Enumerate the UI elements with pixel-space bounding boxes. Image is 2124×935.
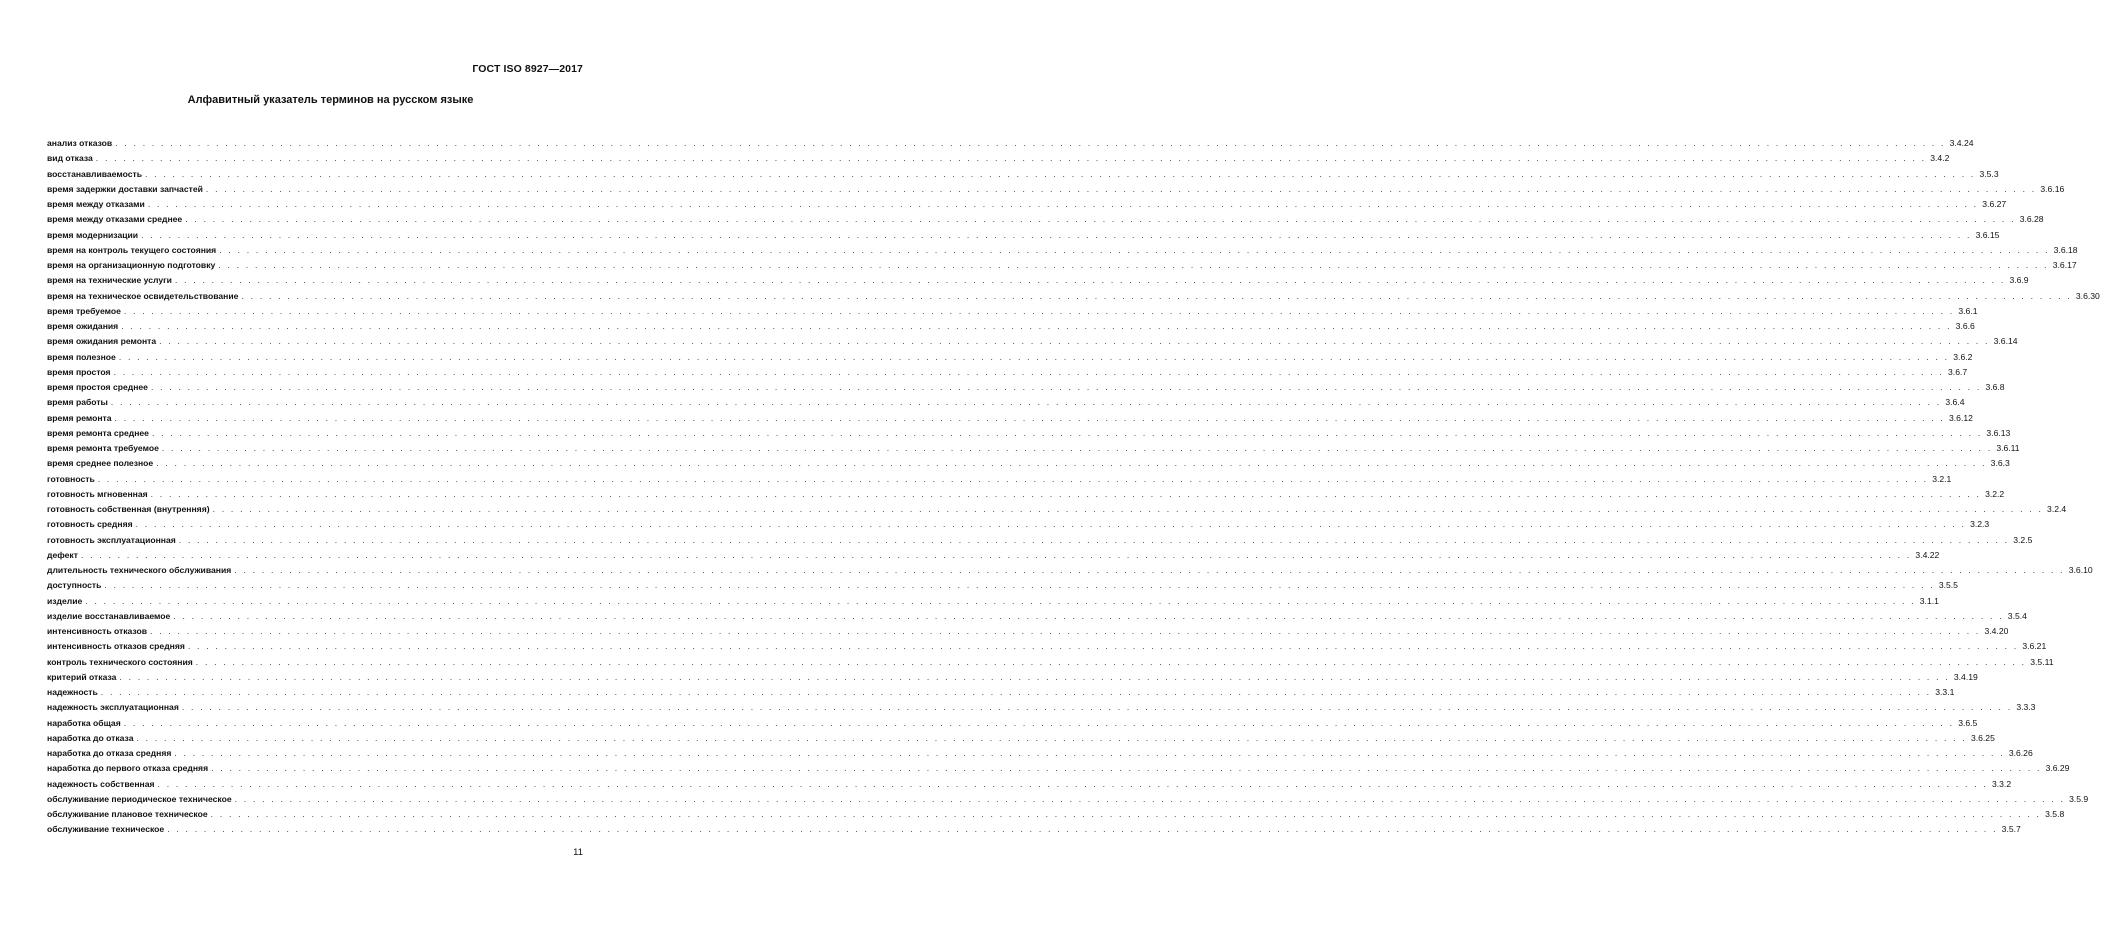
index-entry — [47, 258, 2077, 273]
index-entry-term: готовность — [47, 473, 95, 484]
index-entry-term: время ремонта — [47, 412, 112, 423]
index-entry-term: интенсивность отказов — [47, 626, 148, 636]
index-entry — [47, 487, 2005, 502]
index-entry-reference: 3.5.9 — [2069, 793, 2089, 804]
index-entry-reference: 3.5.7 — [2001, 824, 2021, 835]
index-entry — [47, 411, 1973, 426]
index-entry — [47, 167, 1999, 182]
index-entry-reference: 3.6.1 — [1958, 305, 1978, 316]
index-entry-reference: 3.6.14 — [1993, 336, 2018, 347]
dot-leader: . . . . . . . . . . . . . . . . . . . . . . . . . . . . . . . . . . . . . . . . . . . . . . . . . . . . . . . . . . . . . . . . . . . . . . . . . . . . . . . . . . . . . . . . . . . . . . . . . . . . . . . . . . . . . . . . . . . . . . . . . . . . . . . . . . . . . . . . . . . . . . . . . . . . . . . . . . . . . . . . . . . . . . . . . . . . . . . . . . . . . . . . . . . . . . . . . . . . . . . . — [135, 519, 1967, 530]
index-entry-reference: 3.6.2 — [1953, 351, 1973, 362]
index-entry-term: наработка до первого отказа средняя — [47, 763, 209, 774]
term-index-list — [47, 136, 2100, 838]
index-entry-reference: 3.5.8 — [2045, 809, 2065, 819]
index-entry-term: время ремонта требуемое — [47, 443, 159, 453]
dot-leader: . . . . . . . . . . . . . . . . . . . . . . . . . . . . . . . . . . . . . . . . . . . . . . . . . . . . . . . . . . . . . . . . . . . . . . . . . . . . . . . . . . . . . . . . . . . . . . . . . . . . . . . . . . . . . . . . . . . . . . . . . . . . . . . . . . . . . . . . . . . . . . . . . . . . . . . . . . . . . . . . . . . . . . . . . . . . . . . . . . . . . . . . . . . . . . . . . . . . . . . . — [121, 321, 1952, 331]
dot-leader: . . . . . . . . . . . . . . . . . . . . . . . . . . . . . . . . . . . . . . . . . . . . . . . . . . . . . . . . . . . . . . . . . . . . . . . . . . . . . . . . . . . . . . . . . . . . . . . . . . . . . . . . . . . . . . . . . . . . . . . . . . . . . . . . . . . . . . . . . . . . . . . . . . . . . . . . . . . . . . . . . . . . . . . . . . . . . . . . . . . . . . . . . . . . . . . . . . . . . . . . — [145, 168, 1976, 179]
dot-leader: . . . . . . . . . . . . . . . . . . . . . . . . . . . . . . . . . . . . . . . . . . . . . . . . . . . . . . . . . . . . . . . . . . . . . . . . . . . . . . . . . . . . . . . . . . . . . . . . . . . . . . . . . . . . . . . . . . . . . . . . . . . . . . . . . . . . . . . . . . . . . . . . . . . . . . . . . . . . . . . . . . . . . . . . . . . . . . . . . . . . . . . . . . . . . . . . . . . . . . . . — [110, 397, 1942, 408]
index-entry — [47, 685, 1955, 700]
index-entry-term: обслуживание плановое техническое — [47, 809, 208, 819]
index-entry-reference: 3.6.28 — [2019, 214, 2044, 225]
index-entry-term: готовность средняя — [47, 519, 133, 530]
dot-leader: . . . . . . . . . . . . . . . . . . . . . . . . . . . . . . . . . . . . . . . . . . . . . . . . . . . . . . . . . . . . . . . . . . . . . . . . . . . . . . . . . . . . . . . . . . . . . . . . . . . . . . . . . . . . . . . . . . . . . . . . . . . . . . . . . . . . . . . . . . . . . . . . . . . . . . . . . . . . . . . . . . . . . . . . . . . . . . . . . . . . . . . . . . . . . . . . . . . . . . . . — [123, 305, 1955, 316]
dot-leader: . . . . . . . . . . . . . . . . . . . . . . . . . . . . . . . . . . . . . . . . . . . . . . . . . . . . . . . . . . . . . . . . . . . . . . . . . . . . . . . . . . . . . . . . . . . . . . . . . . . . . . . . . . . . . . . . . . . . . . . . . . . . . . . . . . . . . . . . . . . . . . . . . . . . . . . . . . . . . . . . . . . . . . . . . . . . . . . . . . . . . . . . . . . . . . . . . . . . . . . . — [181, 702, 2013, 713]
index-entry-reference: 3.2.3 — [1970, 519, 1990, 530]
dot-leader: . . . . . . . . . . . . . . . . . . . . . . . . . . . . . . . . . . . . . . . . . . . . . . . . . . . . . . . . . . . . . . . . . . . . . . . . . . . . . . . . . . . . . . . . . . . . . . . . . . . . . . . . . . . . . . . . . . . . . . . . . . . . . . . . . . . . . . . . . . . . . . . . . . . . . . . . . . . . . . . . . . . . . . . . . . . . . . . . . . . . . . . . . . . . . . . . . . . . . . . . — [150, 626, 1981, 636]
dot-leader: . . . . . . . . . . . . . . . . . . . . . . . . . . . . . . . . . . . . . . . . . . . . . . . . . . . . . . . . . . . . . . . . . . . . . . . . . . . . . . . . . . . . . . . . . . . . . . . . . . . . . . . . . . . . . . . . . . . . . . . . . . . . . . . . . . . . . . . . . . . . . . . . . . . . . . . . . . . . . . . . . . . . . . . . . . . . . . . . . . . . . . . . . . . . . . . . . . . . . . . . — [150, 382, 1982, 392]
index-entry-term: готовность мгновенная — [47, 488, 148, 499]
dot-leader: . . . . . . . . . . . . . . . . . . . . . . . . . . . . . . . . . . . . . . . . . . . . . . . . . . . . . . . . . . . . . . . . . . . . . . . . . . . . . . . . . . . . . . . . . . . . . . . . . . . . . . . . . . . . . . . . . . . . . . . . . . . . . . . . . . . . . . . . . . . . . . . . . . . . . . . . . . . . . . . . . . . . . . . . . . . . . . . . . . . . . . . . . . . . . . . . . . . . . . . . — [119, 671, 1950, 682]
index-entry-term: дефект — [47, 549, 78, 560]
index-entry-term: время требуемое — [47, 305, 121, 316]
index-entry — [47, 731, 1995, 746]
dot-leader: . . . . . . . . . . . . . . . . . . . . . . . . . . . . . . . . . . . . . . . . . . . . . . . . . . . . . . . . . . . . . . . . . . . . . . . . . . . . . . . . . . . . . . . . . . . . . . . . . . . . . . . . . . . . . . . . . . . . . . . . . . . . . . . . . . . . . . . . . . . . . . . . . . . . . . . . . . . . . . . . . . . . . . . . . . . . . . . . . . . . . . . . . . . . . . . . . . . . . . . . — [100, 687, 1932, 697]
dot-leader: . . . . . . . . . . . . . . . . . . . . . . . . . . . . . . . . . . . . . . . . . . . . . . . . . . . . . . . . . . . . . . . . . . . . . . . . . . . . . . . . . . . . . . . . . . . . . . . . . . . . . . . . . . . . . . . . . . . . . . . . . . . . . . . . . . . . . . . . . . . . . . . . . . . . . . . . . . . . . . . . . . . . . . . . . . . . . . . . . . . . . . . . . . . . . . . . . . . . . . . . — [174, 748, 2005, 758]
index-entry-term: наработка до отказа средняя — [47, 748, 172, 758]
dot-leader: . . . . . . . . . . . . . . . . . . . . . . . . . . . . . . . . . . . . . . . . . . . . . . . . . . . . . . . . . . . . . . . . . . . . . . . . . . . . . . . . . . . . . . . . . . . . . . . . . . . . . . . . . . . . . . . . . . . . . . . . . . . . . . . . . . . . . . . . . . . . . . . . . . . . . . . . . . . . . . . . . . . . . . . . . . . . . . . . . . . . . . . . . . . . . . . . . . . . . . . . — [218, 260, 2049, 270]
dot-leader: . . . . . . . . . . . . . . . . . . . . . . . . . . . . . . . . . . . . . . . . . . . . . . . . . . . . . . . . . . . . . . . . . . . . . . . . . . . . . . . . . . . . . . . . . . . . . . . . . . . . . . . . . . . . . . . . . . . . . . . . . . . . . . . . . . . . . . . . . . . . . . . . . . . . . . . . . . . . . . . . . . . . . . . . . . . . . . . . . . . . . . . . . . . . . . . . . . . . . . . . — [173, 610, 2004, 621]
dot-leader: . . . . . . . . . . . . . . . . . . . . . . . . . . . . . . . . . . . . . . . . . . . . . . . . . . . . . . . . . . . . . . . . . . . . . . . . . . . . . . . . . . . . . . . . . . . . . . . . . . . . . . . . . . . . . . . . . . . . . . . . . . . . . . . . . . . . . . . . . . . . . . . . . . . . . . . . . . . . . . . . . . . . . . . . . . . . . . . . . . . . . . . . . . . . . . . . . . . . . . . . — [205, 183, 2037, 194]
index-entry-term: время среднее полезное — [47, 458, 154, 469]
index-entry-reference: 3.2.2 — [1985, 488, 2005, 499]
index-entry — [47, 822, 2021, 837]
index-entry — [47, 761, 2070, 776]
dot-leader: . . . . . . . . . . . . . . . . . . . . . . . . . . . . . . . . . . . . . . . . . . . . . . . . . . . . . . . . . . . . . . . . . . . . . . . . . . . . . . . . . . . . . . . . . . . . . . . . . . . . . . . . . . . . . . . . . . . . . . . . . . . . . . . . . . . . . . . . . . . . . . . . . . . . . . . . . . . . . . . . . . . . . . . . . . . . . . . . . . . . . . . . . . . . . . . . . . . . . . . . — [113, 366, 1945, 377]
dot-leader: . . . . . . . . . . . . . . . . . . . . . . . . . . . . . . . . . . . . . . . . . . . . . . . . . . . . . . . . . . . . . . . . . . . . . . . . . . . . . . . . . . . . . . . . . . . . . . . . . . . . . . . . . . . . . . . . . . . . . . . . . . . . . . . . . . . . . . . . . . . . . . . . . . . . . . . . . . . . . . . . . . . . . . . . . . . . . . . . . . . . . . . . . . . . . . . . . . . . . . . . — [114, 412, 1946, 423]
index-entry-term: время простоя среднее — [47, 382, 148, 392]
dot-leader: . . . . . . . . . . . . . . . . . . . . . . . . . . . . . . . . . . . . . . . . . . . . . . . . . . . . . . . . . . . . . . . . . . . . . . . . . . . . . . . . . . . . . . . . . . . . . . . . . . . . . . . . . . . . . . . . . . . . . . . . . . . . . . . . . . . . . . . . . . . . . . . . . . . . . . . . . . . . . . . . . . . . . . . . . . . . . . . . . . . . . . . . . . . . . . . . . . . . . . . . — [85, 595, 1916, 606]
index-entry — [47, 655, 2054, 670]
index-entry-reference: 3.4.19 — [1953, 671, 1978, 682]
index-entry-term: время работы — [47, 397, 108, 408]
index-entry-reference: 3.6.16 — [2040, 183, 2065, 194]
index-entry-reference: 3.6.17 — [2052, 260, 2077, 270]
index-entry-term: длительность технического обслуживания — [47, 565, 232, 575]
index-entry-reference: 3.6.25 — [1970, 732, 1995, 743]
index-entry — [47, 304, 1978, 319]
index-entry — [47, 456, 2010, 471]
index-entry-term: изделие — [47, 595, 83, 606]
dot-leader: . . . . . . . . . . . . . . . . . . . . . . . . . . . . . . . . . . . . . . . . . . . . . . . . . . . . . . . . . . . . . . . . . . . . . . . . . . . . . . . . . . . . . . . . . . . . . . . . . . . . . . . . . . . . . . . . . . . . . . . . . . . . . . . . . . . . . . . . . . . . . . . . . . . . . . . . . . . . . . . . . . . . . . . . . . . . . . . . . . . . . . . . . . . . . . . . . . . . . . . . — [219, 244, 2050, 255]
dot-leader: . . . . . . . . . . . . . . . . . . . . . . . . . . . . . . . . . . . . . . . . . . . . . . . . . . . . . . . . . . . . . . . . . . . . . . . . . . . . . . . . . . . . . . . . . . . . . . . . . . . . . . . . . . . . . . . . . . . . . . . . . . . . . . . . . . . . . . . . . . . . . . . . . . . . . . . . . . . . . . . . . . . . . . . . . . . . . . . . . . . . . . . . . . . . . . . . . . . . . . . . — [210, 809, 2042, 819]
index-entry-reference: 3.6.18 — [2053, 244, 2078, 255]
dot-leader: . . . . . . . . . . . . . . . . . . . . . . . . . . . . . . . . . . . . . . . . . . . . . . . . . . . . . . . . . . . . . . . . . . . . . . . . . . . . . . . . . . . . . . . . . . . . . . . . . . . . . . . . . . . . . . . . . . . . . . . . . . . . . . . . . . . . . . . . . . . . . . . . . . . . . . . . . . . . . . . . . . . . . . . . . . . . . . . . . . . . . . . . . . . . . . . . . . . . . . . . — [195, 656, 2027, 667]
index-entry-reference: 3.4.24 — [1949, 138, 1974, 148]
index-entry — [47, 807, 2065, 822]
index-entry-reference: 3.6.12 — [1949, 412, 1973, 423]
index-entry — [47, 578, 1958, 593]
dot-leader: . . . . . . . . . . . . . . . . . . . . . . . . . . . . . . . . . . . . . . . . . . . . . . . . . . . . . . . . . . . . . . . . . . . . . . . . . . . . . . . . . . . . . . . . . . . . . . . . . . . . . . . . . . . . . . . . . . . . . . . . . . . . . . . . . . . . . . . . . . . . . . . . . . . . . . . . . . . . . . . . . . . . . . . . . . . . . . . . . . . . . . . . . . . . . . . . . . . . . . . . — [178, 534, 2010, 545]
index-entry-reference: 3.4.20 — [1984, 626, 2009, 636]
index-entry-term: время модернизации — [47, 229, 139, 240]
dot-leader: . . . . . . . . . . . . . . . . . . . . . . . . . . . . . . . . . . . . . . . . . . . . . . . . . . . . . . . . . . . . . . . . . . . . . . . . . . . . . . . . . . . . . . . . . . . . . . . . . . . . . . . . . . . . . . . . . . . . . . . . . . . . . . . . . . . . . . . . . . . . . . . . . . . . . . . . . . . . . . . . . . . . . . . . . . . . . . . . . . . . . . . . . . . . . . . . . . . . . . . . — [159, 336, 1990, 347]
index-entry-term: контроль технического состояния — [47, 656, 193, 667]
index-entry-reference: 3.6.3 — [1990, 458, 2010, 469]
index-entry-term: обслуживание периодическое техническое — [47, 793, 232, 804]
index-entry — [47, 319, 1975, 334]
index-entry-term: восстанавливаемость — [47, 168, 143, 179]
index-entry-term: время между отказами среднее — [47, 214, 183, 225]
index-entry — [47, 777, 2012, 792]
index-entry-term: готовность эксплуатационная — [47, 534, 176, 545]
index-entry-term: интенсивность отказов средняя — [47, 641, 185, 652]
index-entry — [47, 136, 1974, 151]
dot-leader: . . . . . . . . . . . . . . . . . . . . . . . . . . . . . . . . . . . . . . . . . . . . . . . . . . . . . . . . . . . . . . . . . . . . . . . . . . . . . . . . . . . . . . . . . . . . . . . . . . . . . . . . . . . . . . . . . . . . . . . . . . . . . . . . . . . . . . . . . . . . . . . . . . . . . . . . . . . . . . . . . . . . . . . . . . . . . . . . . . . . . . . . . . . . . . . . . . . . . . . . — [104, 580, 1935, 591]
index-entry-reference: 3.2.4 — [2047, 504, 2067, 514]
index-entry — [47, 182, 2065, 197]
dot-leader: . . . . . . . . . . . . . . . . . . . . . . . . . . . . . . . . . . . . . . . . . . . . . . . . . . . . . . . . . . . . . . . . . . . . . . . . . . . . . . . . . . . . . . . . . . . . . . . . . . . . . . . . . . . . . . . . . . . . . . . . . . . . . . . . . . . . . . . . . . . . . . . . . . . . . . . . . . . . . . . . . . . . . . . . . . . . . . . . . . . . . . . . . . . . . . . . . . . . . . . . — [157, 778, 1988, 789]
dot-leader: . . . . . . . . . . . . . . . . . . . . . . . . . . . . . . . . . . . . . . . . . . . . . . . . . . . . . . . . . . . . . . . . . . . . . . . . . . . . . . . . . . . . . . . . . . . . . . . . . . . . . . . . . . . . . . . . . . . . . . . . . . . . . . . . . . . . . . . . . . . . . . . . . . . . . . . . . . . . . . . . . . . . . . . . . . . . . . . . . . . . . . . . . . . . . . . . . . . . . . . . — [234, 793, 2066, 804]
index-entry — [47, 624, 2009, 639]
index-entry-term: время простоя — [47, 366, 111, 377]
index-entry-reference: 3.5.4 — [2007, 610, 2027, 621]
dot-leader: . . . . . . . . . . . . . . . . . . . . . . . . . . . . . . . . . . . . . . . . . . . . . . . . . . . . . . . . . . . . . . . . . . . . . . . . . . . . . . . . . . . . . . . . . . . . . . . . . . . . . . . . . . . . . . . . . . . . . . . . . . . . . . . . . . . . . . . . . . . . . . . . . . . . . . . . . . . . . . . . . . . . . . . . . . . . . . . . . . . . . . . . . . . . . . . . . . . . . . . . — [234, 565, 2065, 575]
dot-leader: . . . . . . . . . . . . . . . . . . . . . . . . . . . . . . . . . . . . . . . . . . . . . . . . . . . . . . . . . . . . . . . . . . . . . . . . . . . . . . . . . . . . . . . . . . . . . . . . . . . . . . . . . . . . . . . . . . . . . . . . . . . . . . . . . . . . . . . . . . . . . . . . . . . . . . . . . . . . . . . . . . . . . . . . . . . . . . . . . . . . . . . . . . . . . . . . . . . . . . . . — [80, 549, 1912, 560]
index-entry-term: время на технические услуги — [47, 275, 172, 286]
index-entry — [47, 212, 2044, 227]
page-number: 11 — [573, 847, 583, 858]
index-entry-reference: 3.6.5 — [1958, 717, 1978, 728]
index-entry-reference: 3.3.3 — [2016, 702, 2036, 713]
index-entry-term: обслуживание техническое — [47, 824, 165, 835]
index-entry-reference: 3.6.21 — [2022, 641, 2047, 652]
dot-leader: . . . . . . . . . . . . . . . . . . . . . . . . . . . . . . . . . . . . . . . . . . . . . . . . . . . . . . . . . . . . . . . . . . . . . . . . . . . . . . . . . . . . . . . . . . . . . . . . . . . . . . . . . . . . . . . . . . . . . . . . . . . . . . . . . . . . . . . . . . . . . . . . . . . . . . . . . . . . . . . . . . . . . . . . . . . . . . . . . . . . . . . . . . . . . . . . . . . . . . . . — [150, 488, 1982, 499]
index-entry-reference: 3.6.29 — [2045, 763, 2070, 774]
index-entry-reference: 3.6.30 — [2075, 290, 2100, 301]
dot-leader: . . . . . . . . . . . . . . . . . . . . . . . . . . . . . . . . . . . . . . . . . . . . . . . . . . . . . . . . . . . . . . . . . . . . . . . . . . . . . . . . . . . . . . . . . . . . . . . . . . . . . . . . . . . . . . . . . . . . . . . . . . . . . . . . . . . . . . . . . . . . . . . . . . . . . . . . . . . . . . . . . . . . . . . . . . . . . . . . . . . . . . . . . . . . . . . . . . . . . . . . — [123, 717, 1955, 728]
index-entry-term: время на организационную подготовку — [47, 260, 216, 270]
document-code: ГОСТ ISO 8927—2017 — [472, 63, 583, 75]
index-entry — [47, 792, 2089, 807]
index-entry — [47, 350, 1973, 365]
dot-leader: . . . . . . . . . . . . . . . . . . . . . . . . . . . . . . . . . . . . . . . . . . . . . . . . . . . . . . . . . . . . . . . . . . . . . . . . . . . . . . . . . . . . . . . . . . . . . . . . . . . . . . . . . . . . . . . . . . . . . . . . . . . . . . . . . . . . . . . . . . . . . . . . . . . . . . . . . . . . . . . . . . . . . . . . . . . . . . . . . . . . . . . . . . . . . . . . . . . . . . . . — [187, 641, 2019, 652]
dot-leader: . . . . . . . . . . . . . . . . . . . . . . . . . . . . . . . . . . . . . . . . . . . . . . . . . . . . . . . . . . . . . . . . . . . . . . . . . . . . . . . . . . . . . . . . . . . . . . . . . . . . . . . . . . . . . . . . . . . . . . . . . . . . . . . . . . . . . . . . . . . . . . . . . . . . . . . . . . . . . . . . . . . . . . . . . . . . . . . . . . . . . . . . . . . . . . . . . . . . . . . . — [141, 229, 1972, 240]
dot-leader: . . . . . . . . . . . . . . . . . . . . . . . . . . . . . . . . . . . . . . . . . . . . . . . . . . . . . . . . . . . . . . . . . . . . . . . . . . . . . . . . . . . . . . . . . . . . . . . . . . . . . . . . . . . . . . . . . . . . . . . . . . . . . . . . . . . . . . . . . . . . . . . . . . . . . . . . . . . . . . . . . . . . . . . . . . . . . . . . . . . . . . . . . . . . . . . . . . . . . . . . — [156, 458, 1987, 469]
dot-leader: . . . . . . . . . . . . . . . . . . . . . . . . . . . . . . . . . . . . . . . . . . . . . . . . . . . . . . . . . . . . . . . . . . . . . . . . . . . . . . . . . . . . . . . . . . . . . . . . . . . . . . . . . . . . . . . . . . . . . . . . . . . . . . . . . . . . . . . . . . . . . . . . . . . . . . . . . . . . . . . . . . . . . . . . . . . . . . . . . . . . . . . . . . . . . . . . . . . . . . . . — [118, 351, 1950, 362]
dot-leader: . . . . . . . . . . . . . . . . . . . . . . . . . . . . . . . . . . . . . . . . . . . . . . . . . . . . . . . . . . . . . . . . . . . . . . . . . . . . . . . . . . . . . . . . . . . . . . . . . . . . . . . . . . . . . . . . . . . . . . . . . . . . . . . . . . . . . . . . . . . . . . . . . . . . . . . . . . . . . . . . . . . . . . . . . . . . . . . . . . . . . . . . . . . . . . . . . . . . . . . . — [115, 138, 1946, 148]
index-entry-reference: 3.2.1 — [1932, 473, 1952, 484]
dot-leader: . . . . . . . . . . . . . . . . . . . . . . . . . . . . . . . . . . . . . . . . . . . . . . . . . . . . . . . . . . . . . . . . . . . . . . . . . . . . . . . . . . . . . . . . . . . . . . . . . . . . . . . . . . . . . . . . . . . . . . . . . . . . . . . . . . . . . . . . . . . . . . . . . . . . . . . . . . . . . . . . . . . . . . . . . . . . . . . . . . . . . . . . . . . . . . . . . . . . . . . . — [167, 824, 1998, 835]
index-entry-reference: 3.3.2 — [1991, 778, 2012, 789]
index-entry-term: время ремонта среднее — [47, 427, 149, 438]
dot-leader: . . . . . . . . . . . . . . . . . . . . . . . . . . . . . . . . . . . . . . . . . . . . . . . . . . . . . . . . . . . . . . . . . . . . . . . . . . . . . . . . . . . . . . . . . . . . . . . . . . . . . . . . . . . . . . . . . . . . . . . . . . . . . . . . . . . . . . . . . . . . . . . . . . . . . . . . . . . . . . . . . . . . . . . . . . . . . . . . . . . . . . . . . . . . . . . . . . . . . . . . — [151, 427, 1983, 438]
index-entry-reference: 3.6.11 — [1996, 443, 2020, 453]
index-entry — [47, 716, 1978, 731]
index-entry — [47, 548, 1940, 563]
index-entry — [47, 243, 2078, 258]
index-entry-reference: 3.6.4 — [1945, 397, 1965, 408]
index-entry — [47, 609, 2027, 624]
index-entry-term: время на контроль текущего состояния — [47, 244, 217, 255]
dot-leader: . . . . . . . . . . . . . . . . . . . . . . . . . . . . . . . . . . . . . . . . . . . . . . . . . . . . . . . . . . . . . . . . . . . . . . . . . . . . . . . . . . . . . . . . . . . . . . . . . . . . . . . . . . . . . . . . . . . . . . . . . . . . . . . . . . . . . . . . . . . . . . . . . . . . . . . . . . . . . . . . . . . . . . . . . . . . . . . . . . . . . . . . . . . . . . . . . . . . . . . . — [161, 443, 1993, 453]
index-entry-term: время задержки доставки запчастей — [47, 183, 203, 194]
index-entry — [47, 289, 2100, 304]
dot-leader: . . . . . . . . . . . . . . . . . . . . . . . . . . . . . . . . . . . . . . . . . . . . . . . . . . . . . . . . . . . . . . . . . . . . . . . . . . . . . . . . . . . . . . . . . . . . . . . . . . . . . . . . . . . . . . . . . . . . . . . . . . . . . . . . . . . . . . . . . . . . . . . . . . . . . . . . . . . . . . . . . . . . . . . . . . . . . . . . . . . . . . . . . . . . . . . . . . . . . . . . — [212, 504, 2044, 514]
index-title: Алфавитный указатель терминов на русском языке — [187, 94, 474, 106]
index-entry — [47, 746, 2033, 761]
index-entry-term: время полезное — [47, 351, 116, 362]
index-entry-term: доступность — [47, 580, 102, 591]
index-entry-term: анализ отказов — [47, 138, 113, 148]
index-entry — [47, 334, 2018, 349]
index-entry — [47, 533, 2033, 548]
index-entry — [47, 594, 1939, 609]
index-entry-term: вид отказа — [47, 153, 93, 164]
index-entry — [47, 426, 2011, 441]
index-entry-reference: 3.4.22 — [1915, 549, 1940, 560]
index-entry-reference: 3.6.26 — [2008, 748, 2033, 758]
index-entry — [47, 472, 1952, 487]
index-entry — [47, 517, 1990, 532]
index-entry-term: готовность собственная (внутренняя) — [47, 504, 210, 514]
index-entry-reference: 3.5.3 — [1979, 168, 1999, 179]
index-entry-term: критерий отказа — [47, 671, 117, 682]
index-entry — [47, 273, 2029, 288]
dot-leader: . . . . . . . . . . . . . . . . . . . . . . . . . . . . . . . . . . . . . . . . . . . . . . . . . . . . . . . . . . . . . . . . . . . . . . . . . . . . . . . . . . . . . . . . . . . . . . . . . . . . . . . . . . . . . . . . . . . . . . . . . . . . . . . . . . . . . . . . . . . . . . . . . . . . . . . . . . . . . . . . . . . . . . . . . . . . . . . . . . . . . . . . . . . . . . . . . . . . . . . . — [211, 763, 2042, 774]
index-entry-reference: 3.6.15 — [1975, 229, 2000, 240]
index-entry-term: надежность собственная — [47, 778, 155, 789]
index-entry-term: надежность — [47, 687, 98, 697]
dot-leader: . . . . . . . . . . . . . . . . . . . . . . . . . . . . . . . . . . . . . . . . . . . . . . . . . . . . . . . . . . . . . . . . . . . . . . . . . . . . . . . . . . . . . . . . . . . . . . . . . . . . . . . . . . . . . . . . . . . . . . . . . . . . . . . . . . . . . . . . . . . . . . . . . . . . . . . . . . . . . . . . . . . . . . . . . . . . . . . . . . . . . . . . . . . . . . . . . . . . . . . . — [136, 732, 1967, 743]
index-entry-term: наработка до отказа — [47, 732, 134, 743]
index-entry-reference: 3.4.2 — [1930, 153, 1950, 164]
index-entry-term: время ожидания ремонта — [47, 336, 157, 347]
index-entry — [47, 700, 2036, 715]
index-entry — [47, 395, 1965, 410]
dot-leader: . . . . . . . . . . . . . . . . . . . . . . . . . . . . . . . . . . . . . . . . . . . . . . . . . . . . . . . . . . . . . . . . . . . . . . . . . . . . . . . . . . . . . . . . . . . . . . . . . . . . . . . . . . . . . . . . . . . . . . . . . . . . . . . . . . . . . . . . . . . . . . . . . . . . . . . . . . . . . . . . . . . . . . . . . . . . . . . . . . . . . . . . . . . . . . . . . . . . . . . . — [97, 473, 1929, 484]
index-entry-reference: 3.6.13 — [1986, 427, 2011, 438]
index-entry-term: время на техническое освидетельствование — [47, 290, 239, 301]
index-entry-term: время между отказами — [47, 199, 145, 209]
index-entry-reference: 3.5.11 — [2030, 656, 2054, 667]
index-entry — [47, 502, 2067, 517]
index-entry-term: надежность эксплуатационная — [47, 702, 179, 713]
index-entry-reference: 3.6.10 — [2068, 565, 2093, 575]
dot-leader: . . . . . . . . . . . . . . . . . . . . . . . . . . . . . . . . . . . . . . . . . . . . . . . . . . . . . . . . . . . . . . . . . . . . . . . . . . . . . . . . . . . . . . . . . . . . . . . . . . . . . . . . . . . . . . . . . . . . . . . . . . . . . . . . . . . . . . . . . . . . . . . . . . . . . . . . . . . . . . . . . . . . . . . . . . . . . . . . . . . . . . . . . . . . . . . . . . . . . . . . — [185, 214, 2016, 225]
index-entry-term: время ожидания — [47, 321, 119, 331]
index-entry-reference: 3.3.1 — [1935, 687, 1955, 697]
index-entry — [47, 228, 2000, 243]
dot-leader: . . . . . . . . . . . . . . . . . . . . . . . . . . . . . . . . . . . . . . . . . . . . . . . . . . . . . . . . . . . . . . . . . . . . . . . . . . . . . . . . . . . . . . . . . . . . . . . . . . . . . . . . . . . . . . . . . . . . . . . . . . . . . . . . . . . . . . . . . . . . . . . . . . . . . . . . . . . . . . . . . . . . . . . . . . . . . . . . . . . . . . . . . . . . . . . . . . . . . . . . — [95, 153, 1927, 164]
index-entry — [47, 197, 2007, 212]
index-entry — [47, 639, 2047, 654]
index-entry-term: наработка общая — [47, 717, 121, 728]
index-entry-reference: 3.1.1 — [1919, 595, 1939, 606]
index-entry-reference: 3.6.27 — [1982, 199, 2007, 209]
index-entry-term: изделие восстанавливаемое — [47, 610, 171, 621]
index-entry-reference: 3.6.6 — [1955, 321, 1975, 331]
index-entry-reference: 3.6.9 — [2009, 275, 2029, 286]
index-entry — [47, 563, 2093, 578]
dot-leader: . . . . . . . . . . . . . . . . . . . . . . . . . . . . . . . . . . . . . . . . . . . . . . . . . . . . . . . . . . . . . . . . . . . . . . . . . . . . . . . . . . . . . . . . . . . . . . . . . . . . . . . . . . . . . . . . . . . . . . . . . . . . . . . . . . . . . . . . . . . . . . . . . . . . . . . . . . . . . . . . . . . . . . . . . . . . . . . . . . . . . . . . . . . . . . . . . . . . . . . . — [147, 199, 1979, 209]
index-entry-reference: 3.6.7 — [1948, 366, 1968, 377]
index-entry — [47, 151, 1950, 166]
dot-leader: . . . . . . . . . . . . . . . . . . . . . . . . . . . . . . . . . . . . . . . . . . . . . . . . . . . . . . . . . . . . . . . . . . . . . . . . . . . . . . . . . . . . . . . . . . . . . . . . . . . . . . . . . . . . . . . . . . . . . . . . . . . . . . . . . . . . . . . . . . . . . . . . . . . . . . . . . . . . . . . . . . . . . . . . . . . . . . . . . . . . . . . . . . . . . . . . . . . . . . . . — [174, 275, 2006, 286]
index-entry-reference: 3.2.5 — [2013, 534, 2033, 545]
index-entry-reference: 3.6.8 — [1985, 382, 2005, 392]
dot-leader: . . . . . . . . . . . . . . . . . . . . . . . . . . . . . . . . . . . . . . . . . . . . . . . . . . . . . . . . . . . . . . . . . . . . . . . . . . . . . . . . . . . . . . . . . . . . . . . . . . . . . . . . . . . . . . . . . . . . . . . . . . . . . . . . . . . . . . . . . . . . . . . . . . . . . . . . . . . . . . . . . . . . . . . . . . . . . . . . . . . . . . . . . . . . . . . . . . . . . . . . — [241, 290, 2072, 301]
index-entry — [47, 670, 1978, 685]
index-entry-reference: 3.5.5 — [1938, 580, 1958, 591]
index-entry — [47, 441, 2020, 456]
index-entry — [47, 380, 2005, 395]
index-entry — [47, 365, 1968, 380]
